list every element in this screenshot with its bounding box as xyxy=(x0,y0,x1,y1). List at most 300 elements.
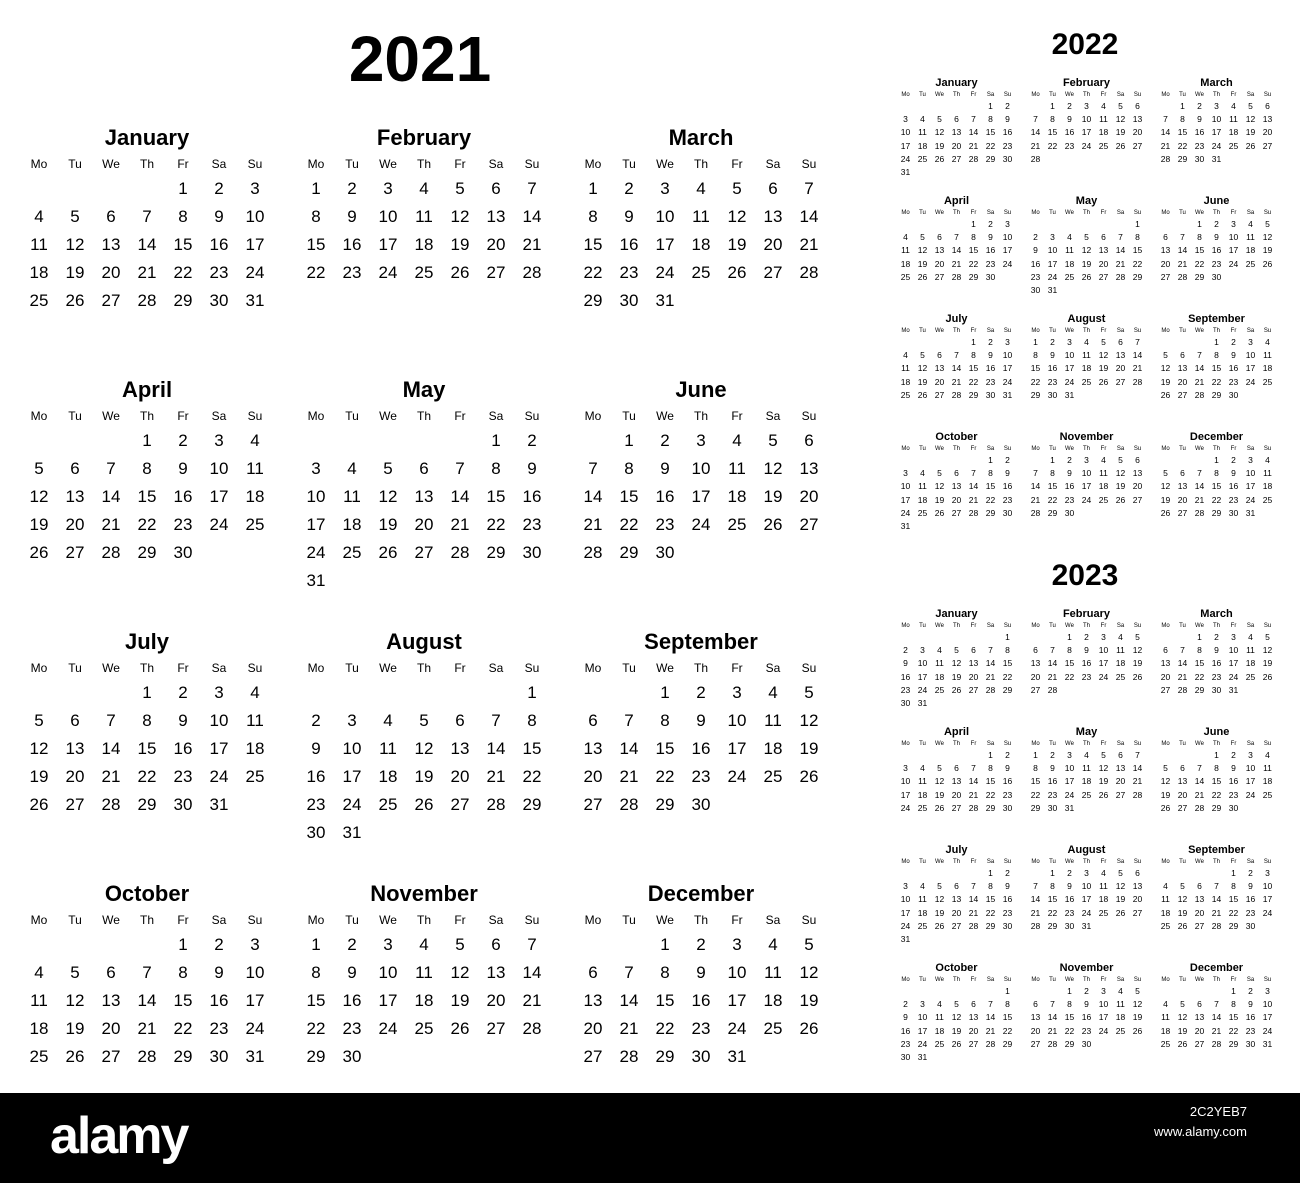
day-cell: 13 xyxy=(934,363,945,374)
weekday-header: Sa xyxy=(1246,741,1255,747)
day-cell: 30 xyxy=(306,823,326,842)
weekday-header: We xyxy=(1065,741,1074,747)
day-cell: 29 xyxy=(1002,1038,1013,1049)
weekday-header: We xyxy=(656,913,674,927)
day-cell: 6 xyxy=(1135,101,1140,111)
day-cell: 5 xyxy=(804,935,814,954)
day-cell: 3 xyxy=(1265,986,1270,996)
day-cell: 15 xyxy=(619,487,639,506)
day-cell: 8 xyxy=(660,963,670,982)
day-cell: 24 xyxy=(727,1019,747,1038)
weekday-header: Fr xyxy=(970,92,977,98)
day-cell: 8 xyxy=(142,459,152,478)
day-cell: 19 xyxy=(934,907,945,918)
day-cell: 12 xyxy=(1160,481,1171,492)
day-cell: 24 xyxy=(209,767,229,786)
day-cell: 2 xyxy=(988,337,993,347)
day-cell: 22 xyxy=(985,907,996,918)
day-cell: 26 xyxy=(763,515,783,534)
day-cell: 30 xyxy=(1030,285,1041,295)
day-cell: 14 xyxy=(1132,763,1143,774)
day-cell: 26 xyxy=(917,271,928,282)
day-cell: 23 xyxy=(619,263,639,282)
day-cell: 20 xyxy=(1132,894,1143,905)
weekday-header: Su xyxy=(801,913,817,927)
day-cell: 26 xyxy=(917,389,928,400)
month-name: June xyxy=(1203,726,1230,738)
day-cell: 6 xyxy=(954,881,959,892)
day-cell: 19 xyxy=(29,767,49,786)
weekday-header: We xyxy=(1065,859,1074,865)
day-cell: 11 xyxy=(1082,350,1091,361)
day-cell: 27 xyxy=(101,1047,121,1066)
day-cell: 18 xyxy=(1081,363,1092,374)
day-cell: 1 xyxy=(1050,101,1055,111)
day-cell: 11 xyxy=(764,711,782,730)
day-cell: 1 xyxy=(624,431,634,450)
day-cell: 25 xyxy=(414,263,434,282)
day-cell: 18 xyxy=(1098,481,1109,492)
day-cell: 28 xyxy=(1132,376,1143,387)
day-cell: 22 xyxy=(1064,1025,1075,1036)
day-cell: 30 xyxy=(1047,389,1058,400)
weekday-header: We xyxy=(935,210,944,216)
day-cell: 25 xyxy=(1262,376,1273,387)
day-cell: 5 xyxy=(1084,232,1089,243)
day-cell: 13 xyxy=(101,991,121,1010)
weekday-header: We xyxy=(1195,328,1204,334)
day-cell: 8 xyxy=(988,114,993,125)
day-cell: 4 xyxy=(419,179,429,198)
weekday-header: Th xyxy=(1212,446,1220,452)
day-cell: 6 xyxy=(419,459,429,478)
day-cell: 7 xyxy=(106,459,116,478)
day-cell: 23 xyxy=(342,1019,362,1038)
day-cell: 24 xyxy=(1081,907,1092,918)
day-cell: 10 xyxy=(1081,468,1092,479)
day-cell: 1 xyxy=(1067,632,1072,642)
day-cell: 15 xyxy=(583,235,603,254)
day-cell: 1 xyxy=(1214,750,1219,760)
day-cell: 19 xyxy=(1245,127,1256,138)
day-cell: 19 xyxy=(1132,658,1143,669)
weekday-header: Mo xyxy=(307,661,325,675)
day-cell: 22 xyxy=(137,767,157,786)
day-cell: 1 xyxy=(660,935,670,954)
weekday-header: Sa xyxy=(1246,92,1255,98)
day-cell: 30 xyxy=(900,1052,911,1062)
day-cell: 25 xyxy=(29,291,49,310)
day-cell: 28 xyxy=(985,1038,996,1049)
day-cell: 14 xyxy=(951,363,962,374)
day-cell: 16 xyxy=(209,235,229,254)
day-cell: 1 xyxy=(142,683,152,702)
day-cell: 10 xyxy=(1047,245,1058,256)
weekday-header: Sa xyxy=(211,661,227,675)
weekday-header: Fr xyxy=(970,977,977,983)
day-cell: 19 xyxy=(799,739,819,758)
day-cell: 12 xyxy=(951,658,962,669)
weekday-header: Su xyxy=(801,409,817,423)
weekday-header: We xyxy=(379,157,397,171)
day-cell: 19 xyxy=(727,235,747,254)
day-cell: 5 xyxy=(1248,101,1253,111)
weekday-header: We xyxy=(1065,92,1074,98)
month-name: September xyxy=(644,629,758,654)
day-cell: 19 xyxy=(1177,1025,1188,1036)
day-cell: 31 xyxy=(900,934,911,944)
day-cell: 4 xyxy=(1084,337,1089,347)
day-cell: 9 xyxy=(1067,468,1072,479)
day-cell: 11 xyxy=(1229,114,1238,125)
day-cell: 12 xyxy=(29,487,49,506)
weekday-header: Sa xyxy=(488,913,504,927)
day-cell: 12 xyxy=(65,235,85,254)
day-cell: 4 xyxy=(347,459,357,478)
day-cell: 18 xyxy=(1245,245,1256,256)
day-cell: 16 xyxy=(1228,776,1239,787)
weekday-header: Fr xyxy=(970,210,977,216)
day-cell: 1 xyxy=(971,219,976,229)
month-name: October xyxy=(935,431,978,443)
weekday-header: We xyxy=(656,661,674,675)
day-cell: 16 xyxy=(985,363,996,374)
weekday-header: Mo xyxy=(1161,741,1170,747)
day-cell: 3 xyxy=(1005,219,1010,229)
day-cell: 16 xyxy=(1228,363,1239,374)
year-title: 2022 xyxy=(1051,28,1119,61)
day-cell: 17 xyxy=(1262,1012,1273,1023)
day-cell: 21 xyxy=(101,515,121,534)
day-cell: 6 xyxy=(1180,763,1185,774)
day-cell: 22 xyxy=(1002,671,1013,682)
month-name: March xyxy=(1200,608,1233,620)
day-cell: 6 xyxy=(1163,645,1168,656)
day-cell: 19 xyxy=(951,671,962,682)
day-cell: 5 xyxy=(1265,632,1270,642)
day-cell: 17 xyxy=(209,487,229,506)
weekday-header: Sa xyxy=(1116,741,1125,747)
weekday-header: Tu xyxy=(919,210,926,216)
day-cell: 19 xyxy=(1262,245,1273,256)
weekday-header: Su xyxy=(801,661,817,675)
day-cell: 27 xyxy=(486,263,506,282)
day-cell: 16 xyxy=(691,739,711,758)
day-cell: 8 xyxy=(527,711,537,730)
day-cell: 23 xyxy=(691,767,711,786)
day-cell: 19 xyxy=(1098,776,1109,787)
weekday-header: Mo xyxy=(30,409,48,423)
day-cell: 26 xyxy=(1160,802,1171,813)
day-cell: 15 xyxy=(1002,1012,1013,1023)
day-cell: 22 xyxy=(522,767,542,786)
day-cell: 26 xyxy=(65,291,85,310)
day-cell: 3 xyxy=(732,935,742,954)
day-cell: 21 xyxy=(1211,907,1222,918)
weekday-header: Fr xyxy=(454,913,466,927)
weekday-header: Tu xyxy=(919,741,926,747)
day-cell: 10 xyxy=(378,963,398,982)
weekday-header: Mo xyxy=(30,661,48,675)
month-name: February xyxy=(1062,608,1111,620)
day-cell: 21 xyxy=(619,1019,639,1038)
month-name: March xyxy=(668,125,734,150)
day-cell: 24 xyxy=(245,263,265,282)
day-cell: 5 xyxy=(1163,763,1168,774)
day-cell: 25 xyxy=(1081,789,1092,800)
day-cell: 2 xyxy=(988,219,993,229)
day-cell: 24 xyxy=(1047,271,1058,282)
day-cell: 17 xyxy=(342,767,362,786)
weekday-header: Su xyxy=(247,157,263,171)
day-cell: 1 xyxy=(988,101,993,111)
day-cell: 30 xyxy=(619,291,639,310)
day-cell: 23 xyxy=(1047,789,1058,800)
weekday-header: Sa xyxy=(211,913,227,927)
day-cell: 25 xyxy=(1098,907,1109,918)
day-cell: 13 xyxy=(1098,245,1109,256)
day-cell: 26 xyxy=(378,543,398,562)
day-cell: 12 xyxy=(1262,645,1273,656)
day-cell: 2 xyxy=(1231,455,1236,465)
day-cell: 12 xyxy=(1115,468,1126,479)
weekday-header: Tu xyxy=(622,913,636,927)
day-cell: 3 xyxy=(903,468,908,479)
day-cell: 9 xyxy=(527,459,537,478)
day-cell: 26 xyxy=(1177,920,1188,931)
day-cell: 25 xyxy=(1228,140,1239,151)
day-cell: 20 xyxy=(1177,494,1188,505)
day-cell: 17 xyxy=(1262,894,1273,905)
day-cell: 30 xyxy=(1228,507,1239,518)
day-cell: 8 xyxy=(311,207,321,226)
day-cell: 26 xyxy=(951,684,962,695)
day-cell: 13 xyxy=(968,658,979,669)
day-cell: 19 xyxy=(1160,494,1171,505)
day-cell: 31 xyxy=(655,291,675,310)
day-cell: 22 xyxy=(655,767,675,786)
day-cell: 11 xyxy=(1116,999,1125,1010)
day-cell: 29 xyxy=(1030,802,1041,813)
day-cell: 23 xyxy=(1081,671,1092,682)
day-cell: 11 xyxy=(1065,245,1074,256)
day-cell: 26 xyxy=(65,1047,85,1066)
day-cell: 3 xyxy=(696,431,706,450)
day-cell: 3 xyxy=(660,179,670,198)
day-cell: 22 xyxy=(137,515,157,534)
day-cell: 9 xyxy=(214,207,224,226)
weekday-header: Th xyxy=(952,328,960,334)
weekday-header: Th xyxy=(416,409,431,423)
day-cell: 9 xyxy=(1067,114,1072,125)
weekday-header: Su xyxy=(1133,977,1142,983)
weekday-header: Fr xyxy=(731,913,743,927)
month-name: December xyxy=(1189,962,1244,974)
day-cell: 28 xyxy=(583,543,603,562)
day-cell: 20 xyxy=(101,1019,121,1038)
day-cell: 4 xyxy=(1067,232,1072,243)
day-cell: 30 xyxy=(209,1047,229,1066)
day-cell: 7 xyxy=(971,468,976,479)
day-cell: 26 xyxy=(1098,789,1109,800)
day-cell: 11 xyxy=(1116,645,1125,656)
day-cell: 1 xyxy=(971,337,976,347)
day-cell: 18 xyxy=(1098,894,1109,905)
day-cell: 30 xyxy=(173,795,193,814)
day-cell: 20 xyxy=(968,1025,979,1036)
day-cell: 4 xyxy=(920,881,925,892)
day-cell: 10 xyxy=(1211,114,1222,125)
day-cell: 22 xyxy=(1047,494,1058,505)
weekday-header: Th xyxy=(1082,210,1090,216)
day-cell: 17 xyxy=(727,991,747,1010)
day-cell: 16 xyxy=(1030,258,1041,269)
day-cell: 8 xyxy=(1050,881,1055,892)
day-cell: 5 xyxy=(954,645,959,656)
day-cell: 2 xyxy=(1067,101,1072,111)
weekday-header: We xyxy=(1195,859,1204,865)
weekday-header: Th xyxy=(693,661,708,675)
day-cell: 13 xyxy=(1115,350,1126,361)
day-cell: 24 xyxy=(1002,258,1013,269)
day-cell: 19 xyxy=(799,991,819,1010)
day-cell: 11 xyxy=(1246,645,1255,656)
day-cell: 6 xyxy=(588,963,598,982)
weekday-header: Sa xyxy=(1116,446,1125,452)
weekday-header: We xyxy=(1195,210,1204,216)
weekday-header: Su xyxy=(524,157,540,171)
weekday-header: Sa xyxy=(765,157,781,171)
day-cell: 15 xyxy=(1132,245,1143,256)
weekday-header: Sa xyxy=(1116,859,1125,865)
image-id: 2C2YEB7 xyxy=(1189,1104,1247,1119)
day-cell: 9 xyxy=(1005,114,1010,125)
day-cell: 13 xyxy=(951,894,962,905)
month-name: April xyxy=(943,726,970,738)
day-cell: 20 xyxy=(951,140,962,151)
day-cell: 21 xyxy=(583,515,603,534)
day-cell: 11 xyxy=(918,127,927,138)
day-cell: 6 xyxy=(768,179,778,198)
day-cell: 15 xyxy=(1228,894,1239,905)
day-cell: 30 xyxy=(209,291,229,310)
day-cell: 4 xyxy=(1248,632,1253,642)
day-cell: 18 xyxy=(934,671,945,682)
day-cell: 15 xyxy=(655,991,675,1010)
day-cell: 20 xyxy=(583,1019,603,1038)
day-cell: 18 xyxy=(29,1019,49,1038)
day-cell: 20 xyxy=(799,487,819,506)
day-cell: 16 xyxy=(209,991,229,1010)
month-name: May xyxy=(1075,195,1098,207)
day-cell: 11 xyxy=(1263,468,1272,479)
weekday-header: Th xyxy=(952,741,960,747)
day-cell: 7 xyxy=(1197,763,1202,774)
day-cell: 21 xyxy=(1115,258,1126,269)
day-cell: 24 xyxy=(1245,789,1256,800)
day-cell: 5 xyxy=(937,114,942,125)
day-cell: 31 xyxy=(1002,389,1013,400)
day-cell: 23 xyxy=(1002,907,1013,918)
day-cell: 11 xyxy=(1161,1012,1170,1023)
day-cell: 29 xyxy=(985,153,996,164)
day-cell: 4 xyxy=(250,431,260,450)
weekday-header: Fr xyxy=(970,623,977,629)
day-cell: 29 xyxy=(1177,153,1188,164)
day-cell: 28 xyxy=(1030,507,1041,518)
day-cell: 20 xyxy=(1177,789,1188,800)
day-cell: 20 xyxy=(1194,1025,1205,1036)
day-cell: 29 xyxy=(985,920,996,931)
weekday-header: Su xyxy=(1263,623,1272,629)
day-cell: 7 xyxy=(971,763,976,774)
day-cell: 16 xyxy=(1245,1012,1256,1023)
day-cell: 8 xyxy=(988,468,993,479)
day-cell: 26 xyxy=(727,263,747,282)
day-cell: 8 xyxy=(178,207,188,226)
day-cell: 12 xyxy=(1115,881,1126,892)
day-cell: 29 xyxy=(1194,271,1205,282)
day-cell: 10 xyxy=(209,711,229,730)
day-cell: 3 xyxy=(903,763,908,774)
day-cell: 14 xyxy=(1030,127,1041,138)
day-cell: 10 xyxy=(1098,999,1109,1010)
month-name: May xyxy=(1075,726,1098,738)
weekday-header: Su xyxy=(1263,328,1272,334)
day-cell: 15 xyxy=(1211,363,1222,374)
day-cell: 31 xyxy=(342,823,362,842)
day-cell: 27 xyxy=(583,1047,603,1066)
weekday-header: Fr xyxy=(177,913,189,927)
day-cell: 23 xyxy=(1211,258,1222,269)
day-cell: 11 xyxy=(901,363,910,374)
day-cell: 12 xyxy=(450,963,470,982)
weekday-header: Sa xyxy=(211,409,227,423)
day-cell: 2 xyxy=(214,935,224,954)
day-cell: 19 xyxy=(378,515,398,534)
weekday-header: Sa xyxy=(986,92,995,98)
day-cell: 1 xyxy=(1033,337,1038,347)
weekday-header: Fr xyxy=(970,328,977,334)
weekday-header: Sa xyxy=(1246,328,1255,334)
day-cell: 29 xyxy=(1030,389,1041,400)
day-cell: 12 xyxy=(1160,776,1171,787)
day-cell: 12 xyxy=(1177,894,1188,905)
day-cell: 1 xyxy=(988,750,993,760)
day-cell: 8 xyxy=(1135,232,1140,243)
day-cell: 14 xyxy=(1211,1012,1222,1023)
weekday-header: Sa xyxy=(1246,210,1255,216)
day-cell: 12 xyxy=(1160,363,1171,374)
day-cell: 8 xyxy=(660,711,670,730)
day-cell: 13 xyxy=(1132,468,1143,479)
day-cell: 10 xyxy=(1064,350,1075,361)
day-cell: 2 xyxy=(311,711,321,730)
day-cell: 27 xyxy=(450,795,470,814)
day-cell: 11 xyxy=(1099,114,1108,125)
day-cell: 21 xyxy=(450,515,470,534)
day-cell: 17 xyxy=(1081,481,1092,492)
day-cell: 21 xyxy=(486,767,506,786)
weekday-header: Fr xyxy=(1230,623,1237,629)
day-cell: 4 xyxy=(383,711,393,730)
day-cell: 29 xyxy=(1132,271,1143,282)
day-cell: 25 xyxy=(934,1038,945,1049)
day-cell: 12 xyxy=(934,776,945,787)
day-cell: 17 xyxy=(1211,127,1222,138)
day-cell: 13 xyxy=(1030,1012,1041,1023)
weekday-header: Mo xyxy=(584,409,602,423)
